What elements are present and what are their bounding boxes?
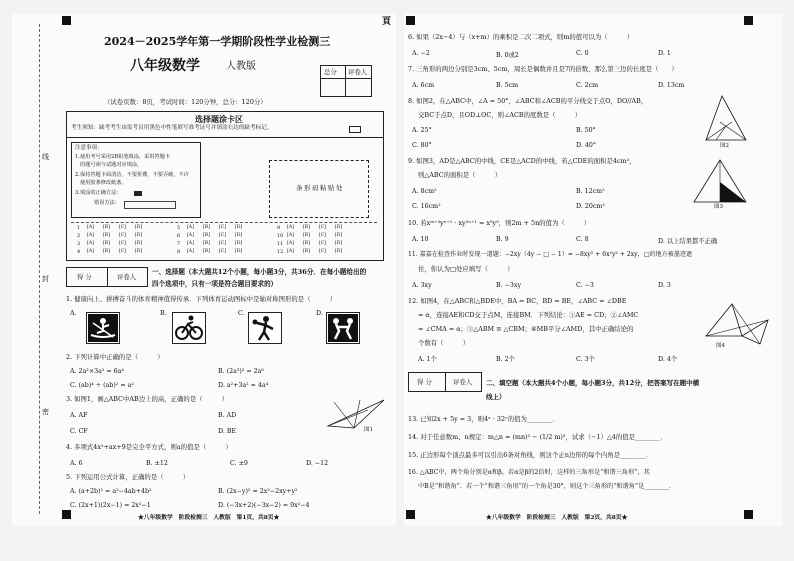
question-number: 9 (277, 225, 281, 231)
fill-question-14: 14. 对于任意数m、n规定：m△n = (mn)³ − (1/2 m)³，试求（−1）△4的值是________． (408, 433, 667, 441)
q9-option-c: C. 16cm² (412, 203, 441, 210)
question-7: 7. 三角形的两边分别是3cm、5cm，周长是偶数并且是7的倍数，那么第三边的长度是（ ） (408, 65, 678, 73)
q12-option-c: C. 3个 (576, 356, 595, 363)
answer-bubble[interactable]: [B] (103, 249, 110, 254)
grader-label: 评卷人 (348, 68, 368, 76)
corner-marker (406, 16, 415, 25)
edition-label: 人教版 (226, 61, 256, 72)
question-3: 3. 如图1，画△ABC中AB边上的高，正确的是（ ） (66, 395, 229, 403)
cycling-icon (172, 312, 206, 344)
answer-bubble[interactable]: [C] (219, 225, 227, 230)
answer-bubble[interactable]: [A] (187, 225, 194, 230)
answer-bubble[interactable]: [B] (203, 241, 210, 246)
question-2: 2. 下列计算中正确的是（ ） (66, 353, 164, 361)
answer-bubble[interactable]: [B] (103, 233, 110, 238)
barcode-label: 条形码粘贴处 (296, 184, 344, 192)
q3-option-a: A. AF (70, 412, 88, 419)
q11-option-b: B. −3xy (496, 282, 522, 289)
fill-question-15: 15. 正边形每个顶点最多可以引出6条对角线，则这个正n边形的每个内角是________． (408, 451, 653, 459)
answer-bubble[interactable]: [A] (187, 249, 194, 254)
card-title: 选择题涂卡区 (195, 114, 243, 124)
q5-option-a: A. (a+2b)² = a²−4ab+4b² (70, 488, 152, 495)
answer-bubble[interactable]: [A] (287, 233, 294, 238)
q11-option-d: D. 3 (658, 282, 671, 289)
answer-bubble[interactable]: [D] (235, 225, 243, 230)
q9-option-d: D. 20cm² (576, 203, 605, 210)
q9-option-b: B. 12cm² (576, 188, 605, 195)
q1-option-c: C. (238, 310, 245, 317)
margin-label: 封 (42, 275, 49, 283)
answer-bubble[interactable]: [D] (135, 241, 143, 246)
answer-bubble[interactable]: [C] (219, 233, 227, 238)
q8-option-d: D. 40° (576, 142, 596, 149)
q12-option-a: A. 1个 (418, 356, 437, 363)
q10-option-b: B. 9 (496, 236, 509, 243)
page-footer: ★八年级数学 阶段检测三 人教版 第2页，共8页★ (486, 515, 628, 521)
exam-info: （试卷页数：8页，考试时间：120分钟，总分：120分） (104, 98, 267, 106)
answer-bubble[interactable]: [D] (335, 225, 343, 230)
corner-marker (744, 16, 753, 25)
answer-bubble[interactable]: [D] (235, 249, 243, 254)
q4-option-d: D. −12 (306, 460, 329, 467)
fill-question-16-line2: 中B是“和谐角”．若一个“和谐三角形”的一个角是30°，则这个三角形的“和谐角”是________． (418, 483, 676, 490)
answer-bubble[interactable]: [B] (303, 241, 310, 246)
q10-option-d: D. 以上结果都不正确 (658, 238, 718, 245)
answer-bubble[interactable]: [B] (203, 225, 210, 230)
question-9: 9. 如图3，AD是△ABC的中线，CE是△ACD的中线，若△CDE的面积是4cm²， (408, 157, 636, 165)
margin-label: 线 (42, 153, 49, 161)
q3-option-d: D. BE (218, 428, 237, 435)
q8-option-c: C. 80° (412, 142, 432, 149)
q4-option-a: A. 6 (70, 460, 83, 467)
q1-option-d: D. (316, 310, 323, 317)
answer-bubble[interactable]: [C] (319, 225, 327, 230)
question-12-line2: = α，连接AE和CD交于点M，连接BM．下列结论：①AE = CD；②∠AMC (418, 311, 639, 319)
answer-bubble[interactable]: [A] (87, 249, 94, 254)
total-label: 总分 (324, 68, 337, 76)
answer-bubble[interactable]: [A] (187, 233, 194, 238)
answer-bubble[interactable]: [A] (287, 241, 294, 246)
question-number: 8 (177, 249, 181, 255)
answer-bubble[interactable]: [A] (87, 225, 94, 230)
figure-4-caption: 图4 (716, 343, 725, 349)
figure-3-caption: 图3 (714, 204, 723, 210)
wrestling-icon (326, 312, 360, 344)
q3-option-c: C. CF (70, 428, 88, 435)
section1-score-box (66, 267, 148, 287)
q5-option-c: C. (2x+1)(2x−1) = 2x²−1 (70, 502, 151, 509)
figure-2 (702, 92, 752, 152)
figure-4 (702, 300, 772, 352)
question-number: 12 (277, 249, 284, 255)
q4-option-b: B. ±12 (146, 460, 168, 467)
answer-bubble[interactable]: [D] (335, 249, 343, 254)
corner-marker (62, 510, 71, 519)
answer-bubble[interactable]: [B] (103, 225, 110, 230)
question-number: 3 (77, 241, 81, 247)
notice-item: 1.使用考号采用2B铅笔填涂，采用答题卡 (75, 154, 171, 160)
page-footer: ★八年级数学 阶段检测三 人教版 第1页，共8页★ (138, 515, 280, 521)
notice-item: 的题号须与试题对应填涂， (80, 162, 143, 168)
q2-option-a: A. 2a²×3a² = 6a⁴ (70, 368, 124, 375)
q7-option-c: C. 2cm (576, 82, 599, 89)
figure-1-caption: 图1 (364, 427, 373, 433)
notice-item: 错误方法： (94, 200, 120, 206)
answer-bubble[interactable]: [C] (319, 249, 327, 254)
answer-bubble[interactable]: [B] (303, 225, 310, 230)
answer-bubble[interactable]: [C] (119, 233, 127, 238)
corner-marker (406, 510, 415, 519)
corner-mark: 頁 (382, 17, 392, 27)
question-11: 11. 嘉嘉在检查作业时发现一道题：−2xy（4y − □ − 1）= −8xy² + 6x²y² + 2xy，□的地方被墨迹遮 (408, 251, 693, 258)
answer-bubble[interactable]: [D] (135, 233, 143, 238)
q9-option-a: A. 8cm² (412, 188, 437, 195)
q8-option-a: A. 25° (412, 127, 432, 134)
answer-bubble[interactable]: [A] (87, 241, 94, 246)
q1-option-b: B. (160, 310, 167, 317)
section2-heading: 二、填空题（本大题共4个小题，每小题3分，共12分，把答案写在题中横 (486, 379, 700, 387)
section2-score-box (408, 372, 482, 392)
subject-title: 八年级数学 (130, 58, 200, 74)
right-page (382, 14, 782, 526)
question-1: 1. 健康向上、拼搏奋斗的体育精神值得传承．下列体育运动图标中是轴对称图形的是（ ） (66, 295, 337, 303)
figure-3 (690, 156, 750, 212)
grader-label: 评卷人 (453, 378, 473, 386)
q1-option-a: A. (70, 310, 77, 317)
question-number: 10 (277, 233, 284, 239)
wrong-samples (124, 201, 176, 209)
question-6: 6. 如果（2x−4）与（x+m）的乘积是二次二项式，则m的值可以为（ ） (408, 33, 634, 41)
answer-bubble[interactable]: [A] (287, 225, 294, 230)
notice-item: 2.保持答题卡面清洁，不要折叠，不要弄破，不许 (75, 172, 189, 178)
q2-option-c: C. (ab)⁴ ÷ (ab)² = a² (70, 382, 134, 389)
q5-option-d: D. (−3x+2)(−3x−2) = 9x²−4 (218, 502, 310, 509)
q8-option-b: B. 50° (576, 127, 596, 134)
answer-bubble[interactable]: [B] (303, 233, 310, 238)
binding-line (39, 24, 40, 514)
answer-bubble[interactable]: [A] (87, 233, 94, 238)
corner-marker (744, 510, 753, 519)
q7-option-b: B. 5cm (496, 82, 519, 89)
q2-option-d: D. a²+3a² = 4a⁴ (218, 382, 269, 389)
q3-option-b: B. AD (218, 412, 237, 419)
answer-bubble[interactable]: [C] (319, 241, 327, 246)
fill-question-13: 13. 已知2x + 5y = 3，则4ˣ · 32ʸ的值为________． (408, 415, 559, 423)
notice-box (71, 142, 201, 218)
fill-question-16: 16. △ABC中，两个角分别是α和β，若α是β的2倍时，这样的三角形是“和谐三角形”，其 (408, 469, 650, 476)
score-label: 得 分 (417, 378, 432, 386)
q11-option-a: A. 3xy (412, 282, 432, 289)
answer-bubble[interactable]: [D] (135, 249, 143, 254)
answer-bubble[interactable]: [D] (135, 225, 143, 230)
question-4: 4. 多项式4x²+ax+9是完全平方式，则a的值是（ ） (66, 443, 232, 451)
question-8-line2: 交BC于点D，且OD⊥OC，则∠ACB的度数是（ ） (418, 111, 582, 119)
q7-option-d: D. 13cm (658, 82, 685, 89)
exam-id-notice: 考生须知：缺考考生由监考员用黑色中性笔填写准考证号并填涂右边的缺考标记。 (71, 125, 273, 131)
question-number: 2 (77, 233, 81, 239)
answer-bubble[interactable]: [B] (203, 233, 210, 238)
answer-card (66, 111, 384, 261)
q7-option-a: A. 6cm (412, 82, 435, 89)
section1-heading-2: 四个选项中，只有一项是符合题目要求的） (152, 280, 278, 288)
answer-bubble[interactable]: [A] (187, 241, 194, 246)
notice-title: 注意事项： (75, 145, 103, 151)
question-number: 11 (277, 241, 284, 247)
q6-option-b: B. 0或2 (496, 52, 519, 59)
answer-bubble[interactable]: [B] (103, 241, 110, 246)
answer-bubble[interactable]: [B] (203, 249, 210, 254)
q10-option-c: C. 8 (576, 236, 589, 243)
notice-item: 使用胶条修改纸条。 (80, 180, 127, 186)
question-5: 5. 下列运用公式计算，正确的是（ ） (66, 473, 190, 481)
margin-label: 密 (42, 408, 49, 416)
answer-bubble[interactable]: [D] (335, 233, 343, 238)
answer-bubble[interactable]: [C] (119, 241, 127, 246)
card-divider (71, 222, 377, 223)
q4-option-c: C. ±9 (230, 460, 248, 467)
q6-option-c: C. 0 (576, 50, 589, 57)
barcode-area (269, 160, 369, 218)
question-10: 10. 若xᵐ⁺³yⁿ⁺¹ · xy²ⁿ⁺¹ = x⁵y⁹，则2m + 5n的值为（ ） (408, 219, 591, 227)
q5-option-b: B. (2x−y)² = 2x²−2xy+y² (218, 488, 298, 495)
question-12-line3: = ∠CMA = α；③△ABM ≌ △CBM；④MB平分∠AMD，其中正确结论的 (418, 325, 634, 333)
corner-marker (62, 16, 71, 25)
question-number: 5 (177, 225, 181, 231)
notice-item: 3.填涂的正确方法： (75, 190, 122, 196)
answer-bubble[interactable]: [C] (119, 249, 127, 254)
section1-heading: 一、选择题（本大题共12个小题，每小题3分，共36分．在每小题给出的 (152, 268, 367, 276)
left-page (12, 14, 396, 526)
figure-2-caption: 图2 (720, 143, 729, 149)
q6-option-a: A. −2 (412, 50, 430, 57)
table-tennis-icon (248, 312, 282, 344)
answer-bubble[interactable]: [D] (235, 233, 243, 238)
question-number: 1 (77, 225, 81, 231)
section2-heading-2: 线上） (486, 393, 506, 401)
question-9-line2: 则△ABC的面积是（ ） (418, 171, 502, 179)
absent-mark[interactable] (349, 126, 361, 133)
answer-bubble[interactable]: [C] (119, 225, 127, 230)
answer-bubble[interactable]: [C] (319, 233, 327, 238)
answer-bubble[interactable]: [D] (335, 241, 343, 246)
score-box (320, 65, 372, 97)
exam-title: 2024－2025学年第一学期阶段性学业检测三 (104, 35, 331, 48)
score-label: 得 分 (77, 273, 92, 281)
question-12-line4: 个数有（ ） (418, 339, 470, 347)
question-number: 4 (77, 249, 81, 255)
bubble-grid[interactable] (71, 226, 377, 258)
question-number: 7 (177, 241, 181, 247)
answer-bubble[interactable]: [C] (219, 241, 227, 246)
answer-bubble[interactable]: [C] (219, 249, 227, 254)
grader-label: 评卷人 (117, 273, 137, 281)
q6-option-d: D. 1 (658, 50, 671, 57)
q12-option-b: B. 2个 (496, 356, 515, 363)
filled-bubble-sample (134, 191, 142, 196)
question-12: 12. 如图4，在△ABC和△BDE中，BA = BC，BD = BE，∠ABC = ∠DBE (408, 297, 627, 305)
answer-bubble[interactable]: [A] (287, 249, 294, 254)
q10-option-a: A. 10 (412, 236, 429, 243)
answer-bubble[interactable]: [D] (235, 241, 243, 246)
answer-bubble[interactable]: [B] (303, 249, 310, 254)
q11-option-c: C. −3 (576, 282, 594, 289)
q12-option-d: D. 4个 (658, 356, 678, 363)
figure-1 (324, 392, 390, 436)
question-8: 8. 如图2，在△ABC中，∠A = 50°，∠ABC和∠ACB的平分线交于点O，DO//AB， (408, 97, 648, 105)
question-11-line2: 住，你认为□处应填写（ ） (418, 265, 514, 273)
q2-option-b: B. (2a³)² = 2a⁶ (218, 368, 264, 375)
question-number: 6 (177, 233, 181, 239)
rowing-icon (86, 312, 120, 344)
